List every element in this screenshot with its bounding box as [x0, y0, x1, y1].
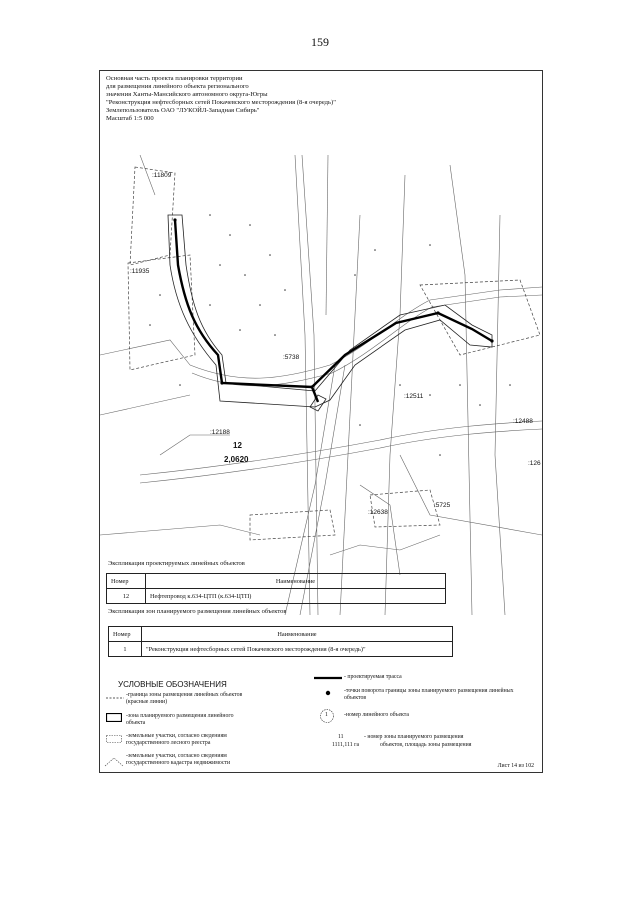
- table-cell: Нефтепровод к.634-ЦТП (к.634-ЦТП): [146, 589, 446, 604]
- parcel-label: :5725: [434, 502, 451, 509]
- legend-title: УСЛОВНЫЕ ОБОЗНАЧЕНИЯ: [118, 680, 227, 689]
- road-line: [160, 435, 230, 455]
- header-line: "Реконструкция нефтесборных сетей Покачевского месторождения (8-я очередь)": [106, 99, 336, 107]
- table-row: [107, 589, 446, 604]
- legend-zone: -зона планируемого размещения линейного объекта: [126, 713, 234, 726]
- explication-zones-caption: Экспликация зон планируемого размещения линейных объектов: [108, 608, 287, 615]
- designed-route: [175, 220, 492, 387]
- legend-turn-points: -точки поворота границы зоны планируемого размещения линейных объектов: [344, 688, 514, 701]
- zone-boundary: [168, 215, 492, 407]
- parcel-label: :11809: [152, 172, 172, 179]
- table-cell: "Реконструкция нефтесборных сетей Покачевского месторождения (8-я очередь)": [142, 642, 453, 657]
- table-cell: 12: [107, 589, 146, 604]
- turn-point: [436, 311, 439, 314]
- zone-symbol: [106, 713, 122, 722]
- explication-objects-table: [106, 573, 446, 604]
- road-line: [140, 429, 542, 483]
- turn-point-symbol: [325, 690, 331, 696]
- parcel-label: :12488: [513, 418, 533, 425]
- area-symbol: 1111,111 га: [332, 742, 360, 748]
- header-line: Масштаб 1:5 000: [106, 115, 154, 123]
- road-line: [360, 485, 400, 575]
- header-line: для размещения линейного объекта регионального: [106, 83, 249, 91]
- road-line: [190, 287, 542, 378]
- header-line: Основная часть проекта планировки территории: [106, 75, 243, 82]
- page-number: 159: [311, 35, 329, 49]
- header-line: Землепользователь ОАО "ЛУКОЙЛ-Западная Сибирь": [106, 107, 260, 115]
- road-line: [295, 155, 310, 615]
- parcel-label: :5738: [283, 354, 300, 361]
- header-cell: Наименование: [146, 574, 446, 589]
- turn-point: [220, 381, 223, 384]
- table-row: [109, 642, 453, 657]
- turn-point: [310, 385, 313, 388]
- legend-route: - проектируемая трасса: [344, 674, 402, 680]
- road-line: [495, 215, 505, 615]
- parcel-label: :12511: [404, 393, 424, 400]
- road-line: [100, 395, 190, 415]
- sheet-header: [106, 75, 526, 124]
- road-line: [100, 525, 260, 535]
- table-cell: 1: [109, 642, 142, 657]
- road-line: [400, 455, 542, 535]
- red-lines-symbol: [106, 695, 124, 701]
- parcel-label: :12188: [210, 429, 230, 436]
- object-area-label: 2,0620: [224, 455, 249, 464]
- cadastre-symbol: [104, 757, 124, 767]
- header-line: значения Ханты-Мансийского автономного округа-Югры: [106, 91, 268, 99]
- map-sheet: [99, 70, 543, 773]
- legend-zone-number: - номер зоны планируемого размещения: [364, 734, 464, 740]
- header-cell: Номер: [109, 627, 142, 642]
- legend-red-lines: -граница зоны размещения линейных объектов (красные линии): [126, 692, 243, 705]
- turn-point: [173, 218, 176, 221]
- legend-cadastre: -земельные участки, согласно сведениям государственного кадастра недвижимости: [126, 753, 231, 766]
- object-number-label: 12: [233, 441, 242, 450]
- object-number-symbol-label: 1: [325, 712, 328, 718]
- road-line: [140, 421, 542, 475]
- zone-boundary: [310, 395, 326, 411]
- route-symbol: [314, 675, 342, 681]
- table-header-row: [109, 627, 453, 642]
- legend-object-number: -номер линейного объекта: [344, 712, 409, 718]
- site-plan-map: [100, 155, 542, 615]
- legend-forest: -земельные участки, согласно сведениям государственного лесного реестра: [126, 733, 227, 746]
- table-header-row: [107, 574, 446, 589]
- forest-symbol: [106, 735, 122, 743]
- header-cell: Наименование: [142, 627, 453, 642]
- parcel-label: :12638: [368, 509, 388, 516]
- explication-objects-caption: Экспликация проектируемых линейных объектов: [108, 560, 245, 567]
- parcel-label: :126: [528, 460, 541, 467]
- parcel-boundary: [420, 280, 540, 355]
- explication-zones-table: [108, 626, 453, 657]
- turn-point: [490, 339, 493, 342]
- road-line: [326, 155, 328, 315]
- header-cell: Номер: [107, 574, 146, 589]
- road-line: [340, 215, 360, 615]
- parcel-label: :11935: [130, 268, 150, 275]
- zone-number-symbol: 11: [338, 734, 344, 740]
- legend-area: объектов, площадь зоны размещения: [380, 742, 472, 748]
- road-line: [330, 535, 440, 555]
- parcel-boundary: [250, 510, 335, 540]
- road-line: [100, 340, 190, 365]
- road-line: [450, 165, 472, 615]
- sheet-number: Лист 14 из 102: [497, 763, 534, 769]
